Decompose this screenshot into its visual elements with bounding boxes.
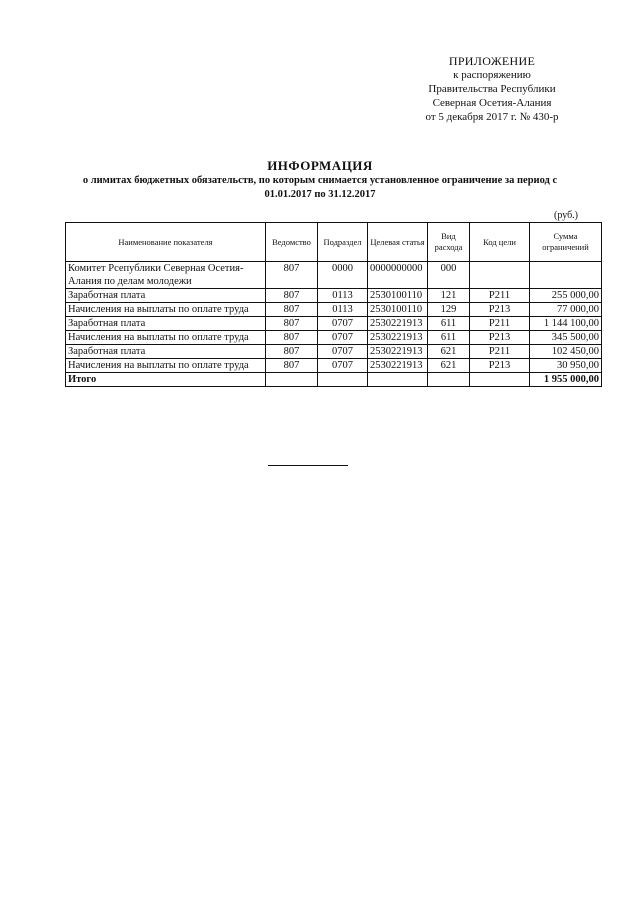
cell-sum: 255 000,00	[530, 289, 602, 303]
cell-expense: 621	[428, 359, 470, 373]
table-header-row	[66, 223, 602, 262]
cell-section: 0113	[318, 289, 368, 303]
cell-expense: 129	[428, 303, 470, 317]
cell-article: 2530221913	[368, 317, 428, 331]
header-article: Целевая статья	[368, 223, 428, 262]
cell-sum: 77 000,00	[530, 303, 602, 317]
document-title: ИНФОРМАЦИЯ	[267, 158, 373, 173]
cell-name: Заработная плата	[66, 345, 266, 359]
cell-goal: P211	[470, 345, 530, 359]
cell-sum	[530, 262, 602, 289]
cell-dept: 807	[266, 331, 318, 345]
cell-name: Начисления на выплаты по оплате труда	[66, 359, 266, 373]
cell-sum: 102 450,00	[530, 345, 602, 359]
table-row	[66, 345, 602, 359]
cell-goal	[470, 262, 530, 289]
appendix-line-4: от 5 декабря 2017 г. № 430-р	[425, 111, 559, 123]
cell-expense: 611	[428, 317, 470, 331]
table-row	[66, 303, 602, 317]
cell-name: Комитет Рсепублики Северная Осетия-Алания по делам молодежи	[66, 262, 266, 289]
cell-dept: 807	[266, 289, 318, 303]
cell-expense: 621	[428, 345, 470, 359]
header-goal: Код цели	[470, 223, 530, 262]
appendix-line-1: к распоряжению	[453, 69, 531, 81]
header-sum: Сумма ограничений	[530, 223, 602, 262]
cell-name: Заработная плата	[66, 317, 266, 331]
limits-table	[65, 222, 602, 387]
cell-article: 2530221913	[368, 331, 428, 345]
table-row	[66, 262, 602, 289]
cell-article: 0000000000	[368, 262, 428, 289]
cell-section: 0000	[318, 262, 368, 289]
cell-name: Начисления на выплаты по оплате труда	[66, 303, 266, 317]
appendix-title: ПРИЛОЖЕНИЕ	[448, 54, 536, 68]
cell-dept: 807	[266, 317, 318, 331]
table-total-row	[66, 373, 602, 387]
header-section: Подраздел	[318, 223, 368, 262]
cell-goal: P213	[470, 359, 530, 373]
total-empty-cell	[470, 373, 530, 387]
table-row	[66, 317, 602, 331]
total-label: Итого	[66, 373, 266, 387]
document-subtitle-line-2: 01.01.2017 по 31.12.2017	[264, 189, 376, 200]
total-empty-cell	[266, 373, 318, 387]
cell-goal: P213	[470, 331, 530, 345]
header-name: Наименование показателя	[66, 223, 266, 262]
cell-article: 2530100110	[368, 289, 428, 303]
appendix-line-3: Северная Осетия-Алания	[432, 97, 552, 109]
cell-sum: 30 950,00	[530, 359, 602, 373]
table-row	[66, 359, 602, 373]
cell-article: 2530221913	[368, 359, 428, 373]
cell-expense: 121	[428, 289, 470, 303]
total-empty-cell	[428, 373, 470, 387]
cell-sum: 1 144 100,00	[530, 317, 602, 331]
appendix-block	[392, 54, 592, 124]
cell-name: Начисления на выплаты по оплате труда	[66, 331, 266, 345]
appendix-line-2: Правительства Республики	[428, 83, 556, 95]
total-sum: 1 955 000,00	[530, 373, 602, 387]
cell-expense: 611	[428, 331, 470, 345]
cell-sum: 345 500,00	[530, 331, 602, 345]
cell-dept: 807	[266, 262, 318, 289]
table-row	[66, 331, 602, 345]
cell-expense: 000	[428, 262, 470, 289]
cell-section: 0707	[318, 331, 368, 345]
cell-section: 0707	[318, 359, 368, 373]
cell-section: 0707	[318, 345, 368, 359]
cell-name: Заработная плата	[66, 289, 266, 303]
total-empty-cell	[318, 373, 368, 387]
cell-goal: P213	[470, 303, 530, 317]
cell-section: 0707	[318, 317, 368, 331]
currency-unit: (руб.)	[554, 210, 578, 221]
cell-goal: P211	[470, 289, 530, 303]
header-dept: Ведомство	[266, 223, 318, 262]
document-heading	[40, 158, 600, 202]
cell-article: 2530100110	[368, 303, 428, 317]
cell-goal: P211	[470, 317, 530, 331]
table-row	[66, 289, 602, 303]
cell-dept: 807	[266, 303, 318, 317]
closing-rule	[268, 465, 348, 466]
document-subtitle-line-1: о лимитах бюджетных обязательств, по которым снимается установленное ограничение за период с	[82, 175, 558, 186]
cell-article: 2530221913	[368, 345, 428, 359]
cell-section: 0113	[318, 303, 368, 317]
header-expense: Вид расхода	[428, 223, 470, 262]
cell-dept: 807	[266, 345, 318, 359]
total-empty-cell	[368, 373, 428, 387]
cell-dept: 807	[266, 359, 318, 373]
